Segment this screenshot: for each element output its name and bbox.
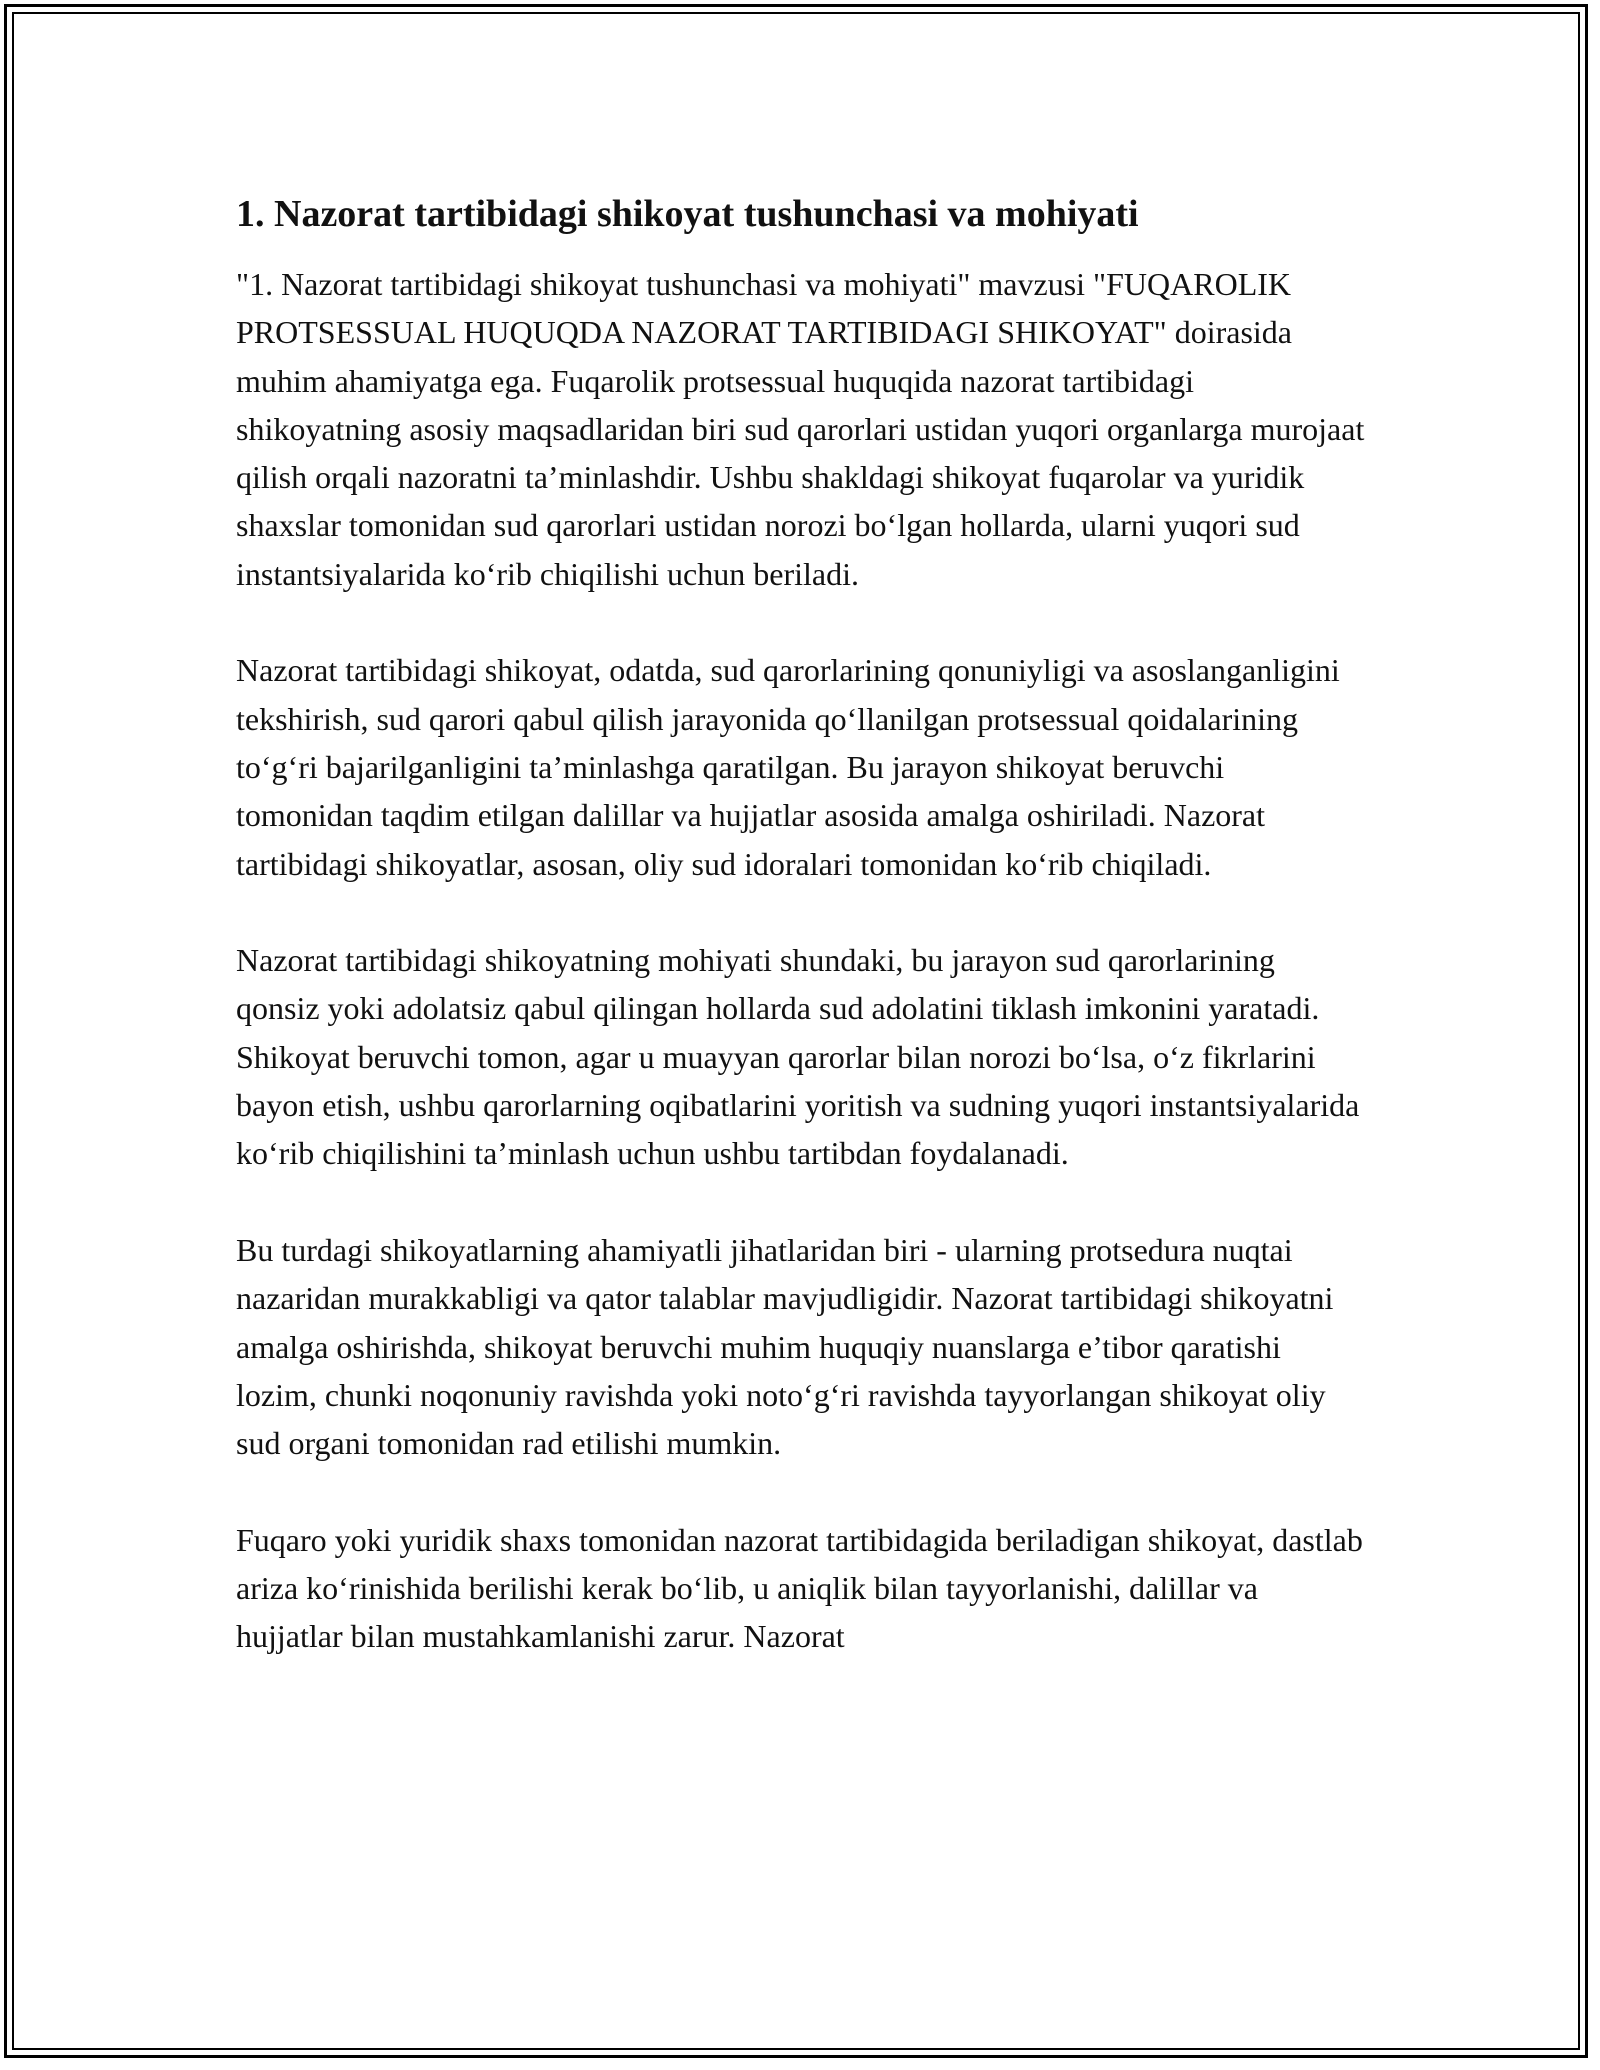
document-body [236,186,1366,1709]
paragraph-4: Bu turdagi shikoyatlarning ahamiyatli jihatlaridan biri - ularning protsedura nuqtai nazaridan murakkabligi va qator talablar mavjudligidir. Nazorat tartibidagi shikoyatni amalga oshirishda, shikoyat beruvchi muhim huquqiy nuanslarga e’tibor qaratishi lozim, chunki noqonuniy ravishda yoki noto‘g‘ri ravishda tayyorlangan shikoyat oliy sud organi tomonidan rad etilishi mumkin. [236,1231,1334,1462]
paragraph-1: "1. Nazorat tartibidagi shikoyat tushunchasi va mohiyati" mavzusi "FUQAROLIK PROTSESSUAL HUQUQDA NAZORAT TARTIBIDAGI SHIKOYAT" doirasida muhim ahamiyatga ega. Fuqarolik protsessual huquqida nazorat tartibidagi shikoyatning asosiy maqsadlaridan biri sud qarorlari ustidan yuqori organlarga murojaat qilish orqali nazoratni ta’minlashdir. Ushbu shakldagi shikoyat fuqarolar va yuridik shaxslar tomonidan sud qarorlari ustidan norozi bo‘lgan hollarda, ularni yuqori sud instantsiyalarida ko‘rib chiqilishi uchun beriladi. [236,266,1365,592]
paragraph-5: Fuqaro yoki yuridik shaxs tomonidan nazorat tartibidagida beriladigan shikoyat, dastlab ariza ko‘rinishida berilishi kerak bo‘lib, u aniqlik bilan tayyorlanishi, dalillar va hujjatlar bilan mustahkamlanishi zarur. Nazorat [236,1521,1363,1655]
paragraph-3: Nazorat tartibidagi shikoyatning mohiyati shundaki, bu jarayon sud qarorlarining qonsiz yoki adolatsiz qabul qilingan hollarda sud adolatini tiklash imkonini yaratadi. Shikoyat beruvchi tomon, agar u muayyan qarorlar bilan norozi bo‘lsa, o‘z fikrlarini bayon etish, ushbu qarorlarning oqibatlarini yoritish va sudning yuqori instantsiyalarida ko‘rib chiqilishini ta’minlash uchun ushbu tartibdan foydalanadi. [236,942,1360,1172]
paragraph-2: Nazorat tartibidagi shikoyat, odatda, sud qarorlarining qonuniyligi va asoslanganligini tekshirish, sud qarori qabul qilish jarayonida qo‘llanilgan protsessual qoidalarining to‘g‘ri bajarilganligini ta’minlashga qaratilgan. Bu jarayon shikoyat beruvchi tomonidan taqdim etilgan dalillar va hujjatlar asosida amalga oshiriladi. Nazorat tartibidagi shikoyatlar, asosan, oliy sud idoralari tomonidan ko‘rib chiqiladi. [236,652,1340,882]
section-heading: 1. Nazorat tartibidagi shikoyat tushunchasi va mohiyati [236,193,1139,235]
